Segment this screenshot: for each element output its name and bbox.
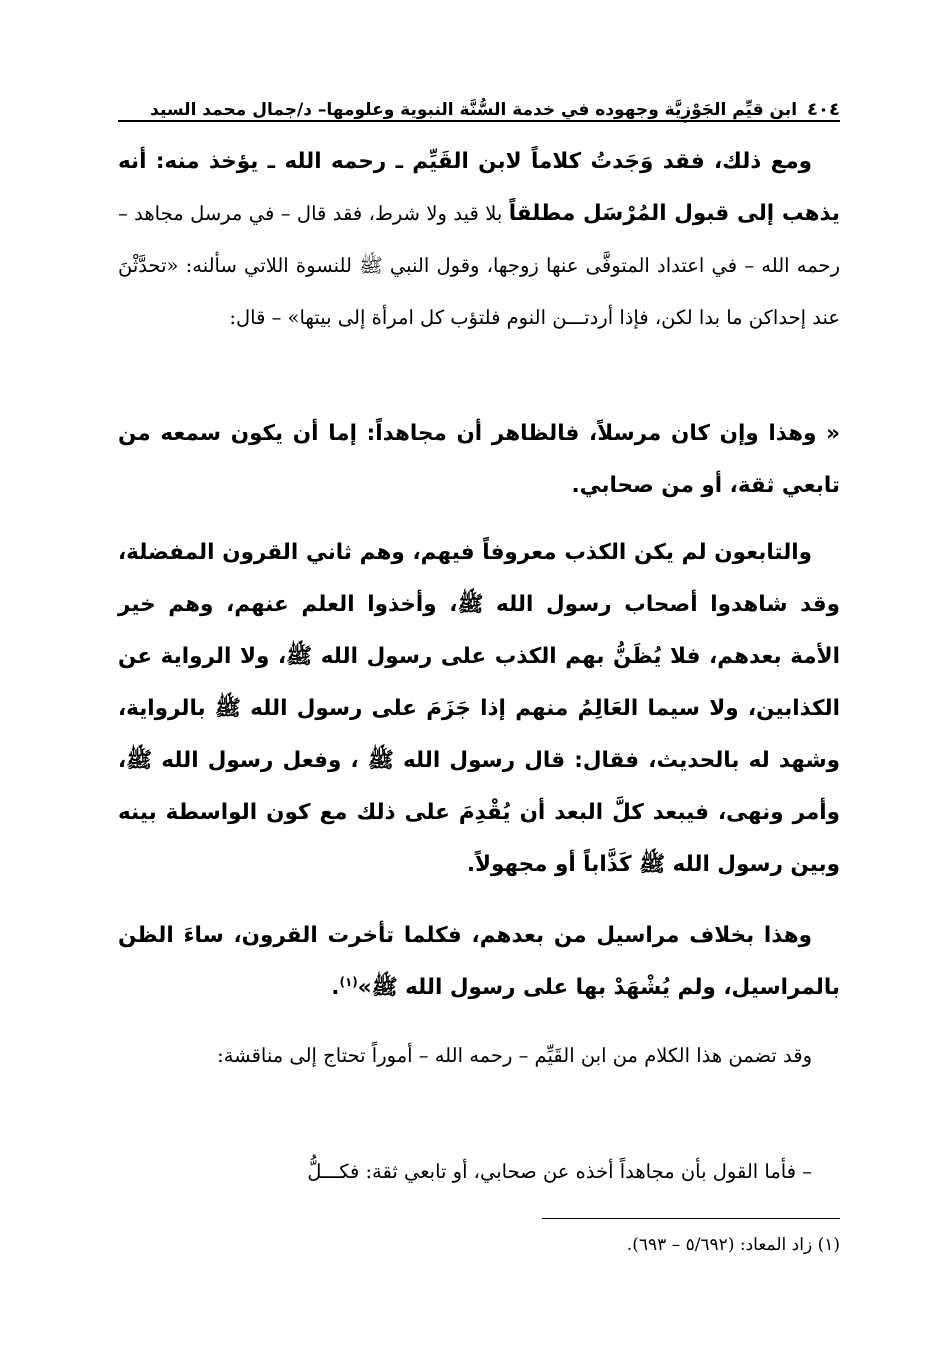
page-number: ٤٠٤ (807, 99, 840, 120)
intro-normal-text: بلا قيد ولا شرط، فقد قال – في مرسل مجاهد – رحمه الله – في اعتداد المتوفَّى عنها زوجها، وقول النبي ﷺ للنسوة اللاتي سألنه: «تحدَّثْنَ عند إحداكن ما بدا لكن، فإذا أردتـــن النوم فلتؤب كل امرأة إلى بيتها» – قال: (118, 202, 840, 329)
footnote-divider (542, 1218, 840, 1219)
footnote: (١) زاد المعاد: (٥/٦٩٢ – ٦٩٣). (626, 1235, 840, 1255)
intro-bold-text: ومع ذلك، فقد وَجَدتُ كلاماً لابن القَيِّم ـ رحمه الله ـ يؤخذ منه: أنه يذهب إلى قبول المُرْسَل مطلقاً (118, 149, 840, 226)
quote-paragraph-3-text: وهذا بخلاف مراسيل من بعدهم، فكلما تأخرت القرون، ساءَ الظن بالمراسيل، ولم يُشْهَدْ بها على رسول الله ﷺ» (118, 923, 840, 1000)
quote-paragraph-1: « وهذا وإن كان مرسلاً، فالظاهر أن مجاهداً: إما أن يكون سمعه من تابعي ثقة، أو من صحابي. (118, 421, 840, 498)
discussion-point: – فأما القول بأن مجاهداً أخذه عن صحابي، أو تابعي ثقة: فكـــلُّ (307, 1160, 812, 1183)
running-title: ابن قيِّم الجَوْزِيَّة وجهوده في خدمة السُّنَّة النبوية وعلومها– د/جمال محمد السيد (150, 100, 798, 120)
paragraph-intro (118, 136, 840, 344)
document-page (118, 0, 840, 1372)
quote-paragraph-2: والتابعون لم يكن الكذب معروفاً فيهم، وهم ثاني القرون المفضلة، وقد شاهدوا أصحاب رسول الله ﷺ، وأخذوا العلم عنهم، وهم خير الأمة بعدهم، فلا يُظَنُّ بهم الكذب على رسول الله ﷺ، ولا الرواية عن الكذابين، ولا سيما العَالِمُ منهم إذا جَزَمَ على رسول الله ﷺ بالرواية، وشهد له بالحديث، فقال: قال رسول الله ﷺ ، وفعل رسول الله ﷺ، وأمر ونهى، فيبعد كلَّ البعد أن يُقْدِمَ على ذلك مع كون الواسطة بينه وبين رسول الله ﷺ كَذَّاباً أو مجهولاً. (118, 540, 840, 877)
footnote-reference: (١) (339, 974, 358, 989)
running-header (118, 86, 840, 122)
quote-paragraph-3-end: . (331, 975, 340, 1000)
quote-paragraph-3 (118, 910, 840, 1014)
discussion-paragraph: وقد تضمن هذا الكلام من ابن القَيِّم – رحمه الله – أموراً تحتاج إلى مناقشة: (217, 1044, 812, 1067)
